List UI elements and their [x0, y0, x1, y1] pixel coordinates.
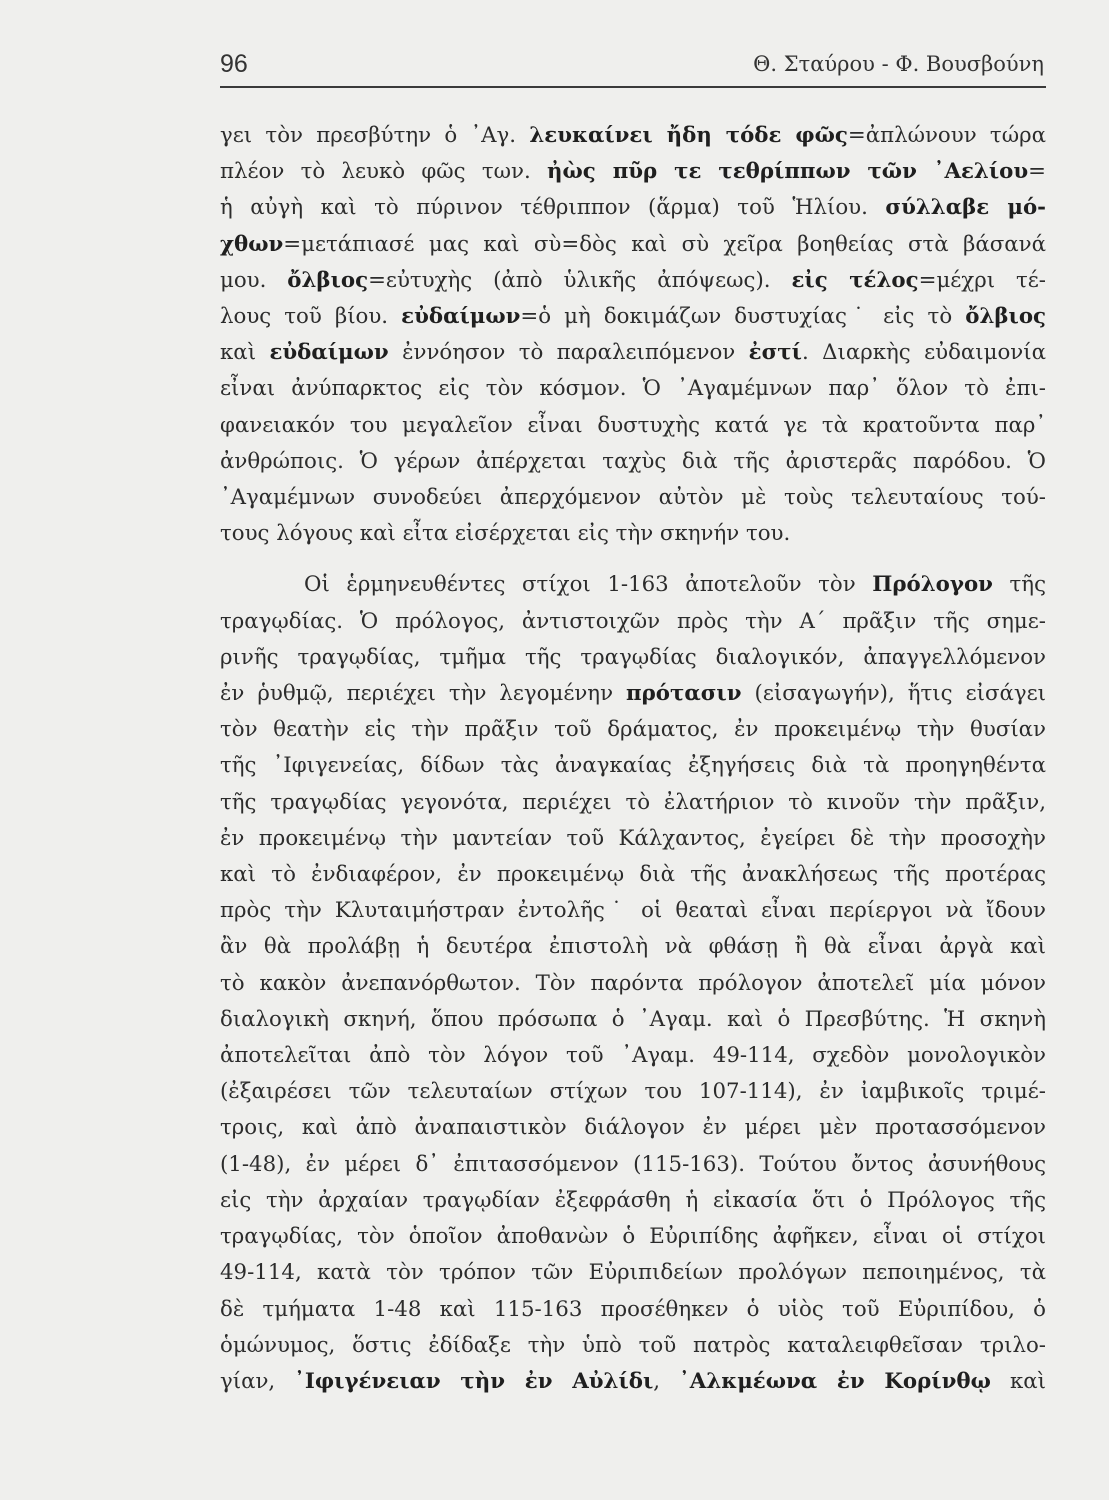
text-run: καὶ [220, 340, 270, 366]
text-line [220, 118, 1046, 154]
text-line: (ἐξαιρέσει τῶν τελευταίων στίχων του 107-114), ἐν ἰαμβικοῖς τριμέ- [220, 1079, 1046, 1105]
bold-title: ᾿Ιφιγένειαν τὴν ἐν Αὐλίδι [294, 1368, 654, 1394]
text-line: πρὸς τὴν Κλυταιμήστραν ἐντολῆς˙ οἱ θεαταὶ εἶναι περίεργοι νὰ ἴδουν [220, 898, 1046, 924]
text-line: τῆς ᾿Ιφιγενείας, δίδων τὰς ἀναγκαίας ἐξηγήσεις διὰ τὰ προηγηθέντα [220, 753, 1046, 779]
bold-lemma: εὐδαίμων [401, 304, 521, 330]
bold-lemma: σύλλαβε μό- [885, 195, 1046, 221]
paragraph-1 [220, 118, 1046, 552]
running-head: Θ. Σταύρου - Φ. Βουσβούνη [753, 52, 1044, 76]
text-run: μου. [220, 267, 288, 293]
text-line: τὸν θεατὴν εἰς τὴν πρᾶξιν τοῦ δράματος, ἐν προκειμένῳ τὴν θυσίαν [220, 717, 1046, 743]
text-line: ἀνθρώποις. Ὁ γέρων ἀπέρχεται ταχὺς διὰ τῆς ἀριστερᾶς παρόδου. Ὁ [220, 448, 1046, 474]
text-run: πλέον τὸ λευκὸ φῶς των. [220, 159, 548, 185]
text-line: φανειακόν του μεγαλεῖον εἶναι δυστυχὴς κατά γε τὰ κρατοῦντα παρ᾿ [220, 412, 1046, 438]
text-line [220, 1364, 1046, 1400]
bold-term: πρότασιν [626, 681, 742, 707]
text-run: = [1028, 159, 1046, 185]
bold-lemma: ὄλβιος [965, 304, 1046, 330]
text-line: τους λόγους καὶ εἶτα εἰσέρχεται εἰς τὴν σκηνήν του. [220, 521, 791, 547]
text-line: καὶ τὸ ἐνδιαφέρον, ἐν προκειμένῳ διὰ τῆς ἀνακλήσεως τῆς προτέρας [220, 862, 1046, 888]
text-line [220, 263, 1046, 299]
text-line [220, 227, 1046, 263]
text-line: ρινῆς τραγῳδίας, τμῆμα τῆς τραγῳδίας διαλογικόν, ἀπαγγελλόμενον [220, 644, 1046, 670]
text-line: ᾿Αγαμέμνων συνοδεύει ἀπερχόμενον αὐτὸν μὲ τοὺς τελευταίους τού- [220, 485, 1046, 511]
text-line [220, 335, 1046, 371]
text-run: τῆς [992, 572, 1046, 598]
text-line [220, 299, 1046, 335]
text-line: διαλογικὴ σκηνή, ὅπου πρόσωπα ὁ ᾿Αγαμ. καὶ ὁ Πρεσβύτης. Ἡ σκηνὴ [220, 1006, 1046, 1032]
text-run: γίαν, [220, 1368, 295, 1394]
text-run: Οἱ ἑρμηνευθέντες στίχοι 1-163 ἀποτελοῦν τὸν [304, 572, 873, 598]
page-number: 96 [220, 50, 248, 78]
text-run: λους τοῦ βίου. [220, 304, 402, 330]
text-run: =μετάπιασέ μας καὶ σὺ=δὸς καὶ σὺ χεῖρα βοηθείας στὰ βάσανά [283, 231, 1046, 257]
text-line: ἐν προκειμένῳ τὴν μαντείαν τοῦ Κάλχαντος, ἐγείρει δὲ τὴν προσοχὴν [220, 825, 1046, 851]
bold-lemma: χθων [220, 231, 284, 257]
paragraph-2 [220, 567, 1046, 1400]
text-line: τροις, καὶ ἀπὸ ἀναπαιστικὸν διάλογον ἐν μέρει μὲν προτασσόμενον [220, 1115, 1046, 1141]
text-line: ὁμώνυμος, ὅστις ἐδίδαξε τὴν ὑπὸ τοῦ πατρὸς καταλειφθεῖσαν τριλο- [220, 1332, 1046, 1358]
text-line: τραγῳδίας. Ὁ πρόλογος, ἀντιστοιχῶν πρὸς τὴν Α΄ πρᾶξιν τῆς σημε- [220, 608, 1046, 634]
text-run: ἐν ῥυθμῷ, περιέχει τὴν λεγομένην [220, 681, 627, 707]
text-line: εἶναι ἀνύπαρκτος εἰς τὸν κόσμον. Ὁ ᾿Αγαμέμνων παρ᾿ ὅλον τὸ ἐπι- [220, 376, 1046, 402]
text-line: δὲ τμήματα 1-48 καὶ 115-163 προσέθηκεν ὁ υἱὸς τοῦ Εὐριπίδου, ὁ [220, 1296, 1046, 1322]
body-text [220, 118, 1046, 1400]
text-line [220, 567, 1046, 603]
text-run: =ὁ μὴ δοκιμάζων δυστυχίας˙ εἰς τὸ [520, 304, 966, 330]
text-line: εἰς τὴν ἀρχαίαν τραγῳδίαν ἐξεφράσθη ἡ εἰκασία ὅτι ὁ Πρόλογος τῆς [220, 1187, 1046, 1213]
text-line [220, 190, 1046, 226]
bold-title: ᾿Αλκμέωνα ἐν Κορίνθῳ [679, 1368, 991, 1394]
text-run: =εὐτυχὴς (ἀπὸ ὑλικῆς ἀπόψεως). [368, 267, 792, 293]
bold-lemma: εἰς τέλος [791, 267, 919, 293]
text-run: =μέχρι τέ- [918, 267, 1047, 293]
bold-lemma: ὄλβιος [287, 267, 369, 293]
text-run: , [653, 1368, 680, 1394]
text-line: ἂν θὰ προλάβῃ ἡ δευτέρα ἐπιστολὴ νὰ φθάσῃ ἢ θὰ εἶναι ἀργὰ καὶ [220, 934, 1046, 960]
text-run: καὶ [990, 1368, 1046, 1394]
text-run: =ἀπλώνουν τώρα [847, 123, 1046, 148]
text-line: τὸ κακὸν ἀνεπανόρθωτον. Τὸν παρόντα πρόλογον ἀποτελεῖ μία μόνον [220, 970, 1046, 996]
text-run: ἐννόησον τὸ παραλειπόμενον [388, 340, 749, 366]
text-run: ἡ αὐγὴ καὶ τὸ πύρινον τέθριππον (ἅρμα) τοῦ Ἡλίου. [220, 195, 886, 221]
bold-term: Πρόλογον [872, 572, 993, 598]
text-line: τῆς τραγῳδίας γεγονότα, περιέχει τὸ ἐλατήριον τὸ κινοῦν τὴν πρᾶξιν, [220, 789, 1046, 815]
text-run: γει τὸν πρεσβύτην ὁ ᾿Αγ. [220, 123, 530, 148]
bold-lemma: λευκαίνει ἤδη τόδε φῶς [529, 123, 848, 148]
bold-lemma: ἠὼς πῦρ τε τεθρίππων τῶν ᾿Αελίου [547, 159, 1029, 185]
text-line: ἀποτελεῖται ἀπὸ τὸν λόγον τοῦ ᾿Αγαμ. 49-114, σχεδὸν μονολογικὸν [220, 1043, 1046, 1069]
text-line [220, 154, 1046, 190]
bold-lemma: εὐδαίμων [269, 340, 389, 366]
text-line: 49-114, κατὰ τὸν τρόπον τῶν Εὐριπιδείων προλόγων πεποιημένος, τὰ [220, 1260, 1046, 1286]
text-run: (εἰσαγωγήν), ἥτις εἰσάγει [741, 681, 1046, 707]
text-line: τραγῳδίας, τὸν ὁποῖον ἀποθανὼν ὁ Εὐριπίδης ἀφῆκεν, εἶναι οἱ στίχοι [220, 1224, 1046, 1250]
text-run: . Διαρκὴς εὐδαιμονία [801, 340, 1046, 366]
page-header [220, 50, 1046, 88]
bold-lemma: ἐστί [748, 340, 802, 366]
text-line [220, 676, 1046, 712]
text-line: (1-48), ἐν μέρει δ᾿ ἐπιτασσόμενον (115-163). Τούτου ὄντος ἀσυνήθους [220, 1151, 1046, 1177]
